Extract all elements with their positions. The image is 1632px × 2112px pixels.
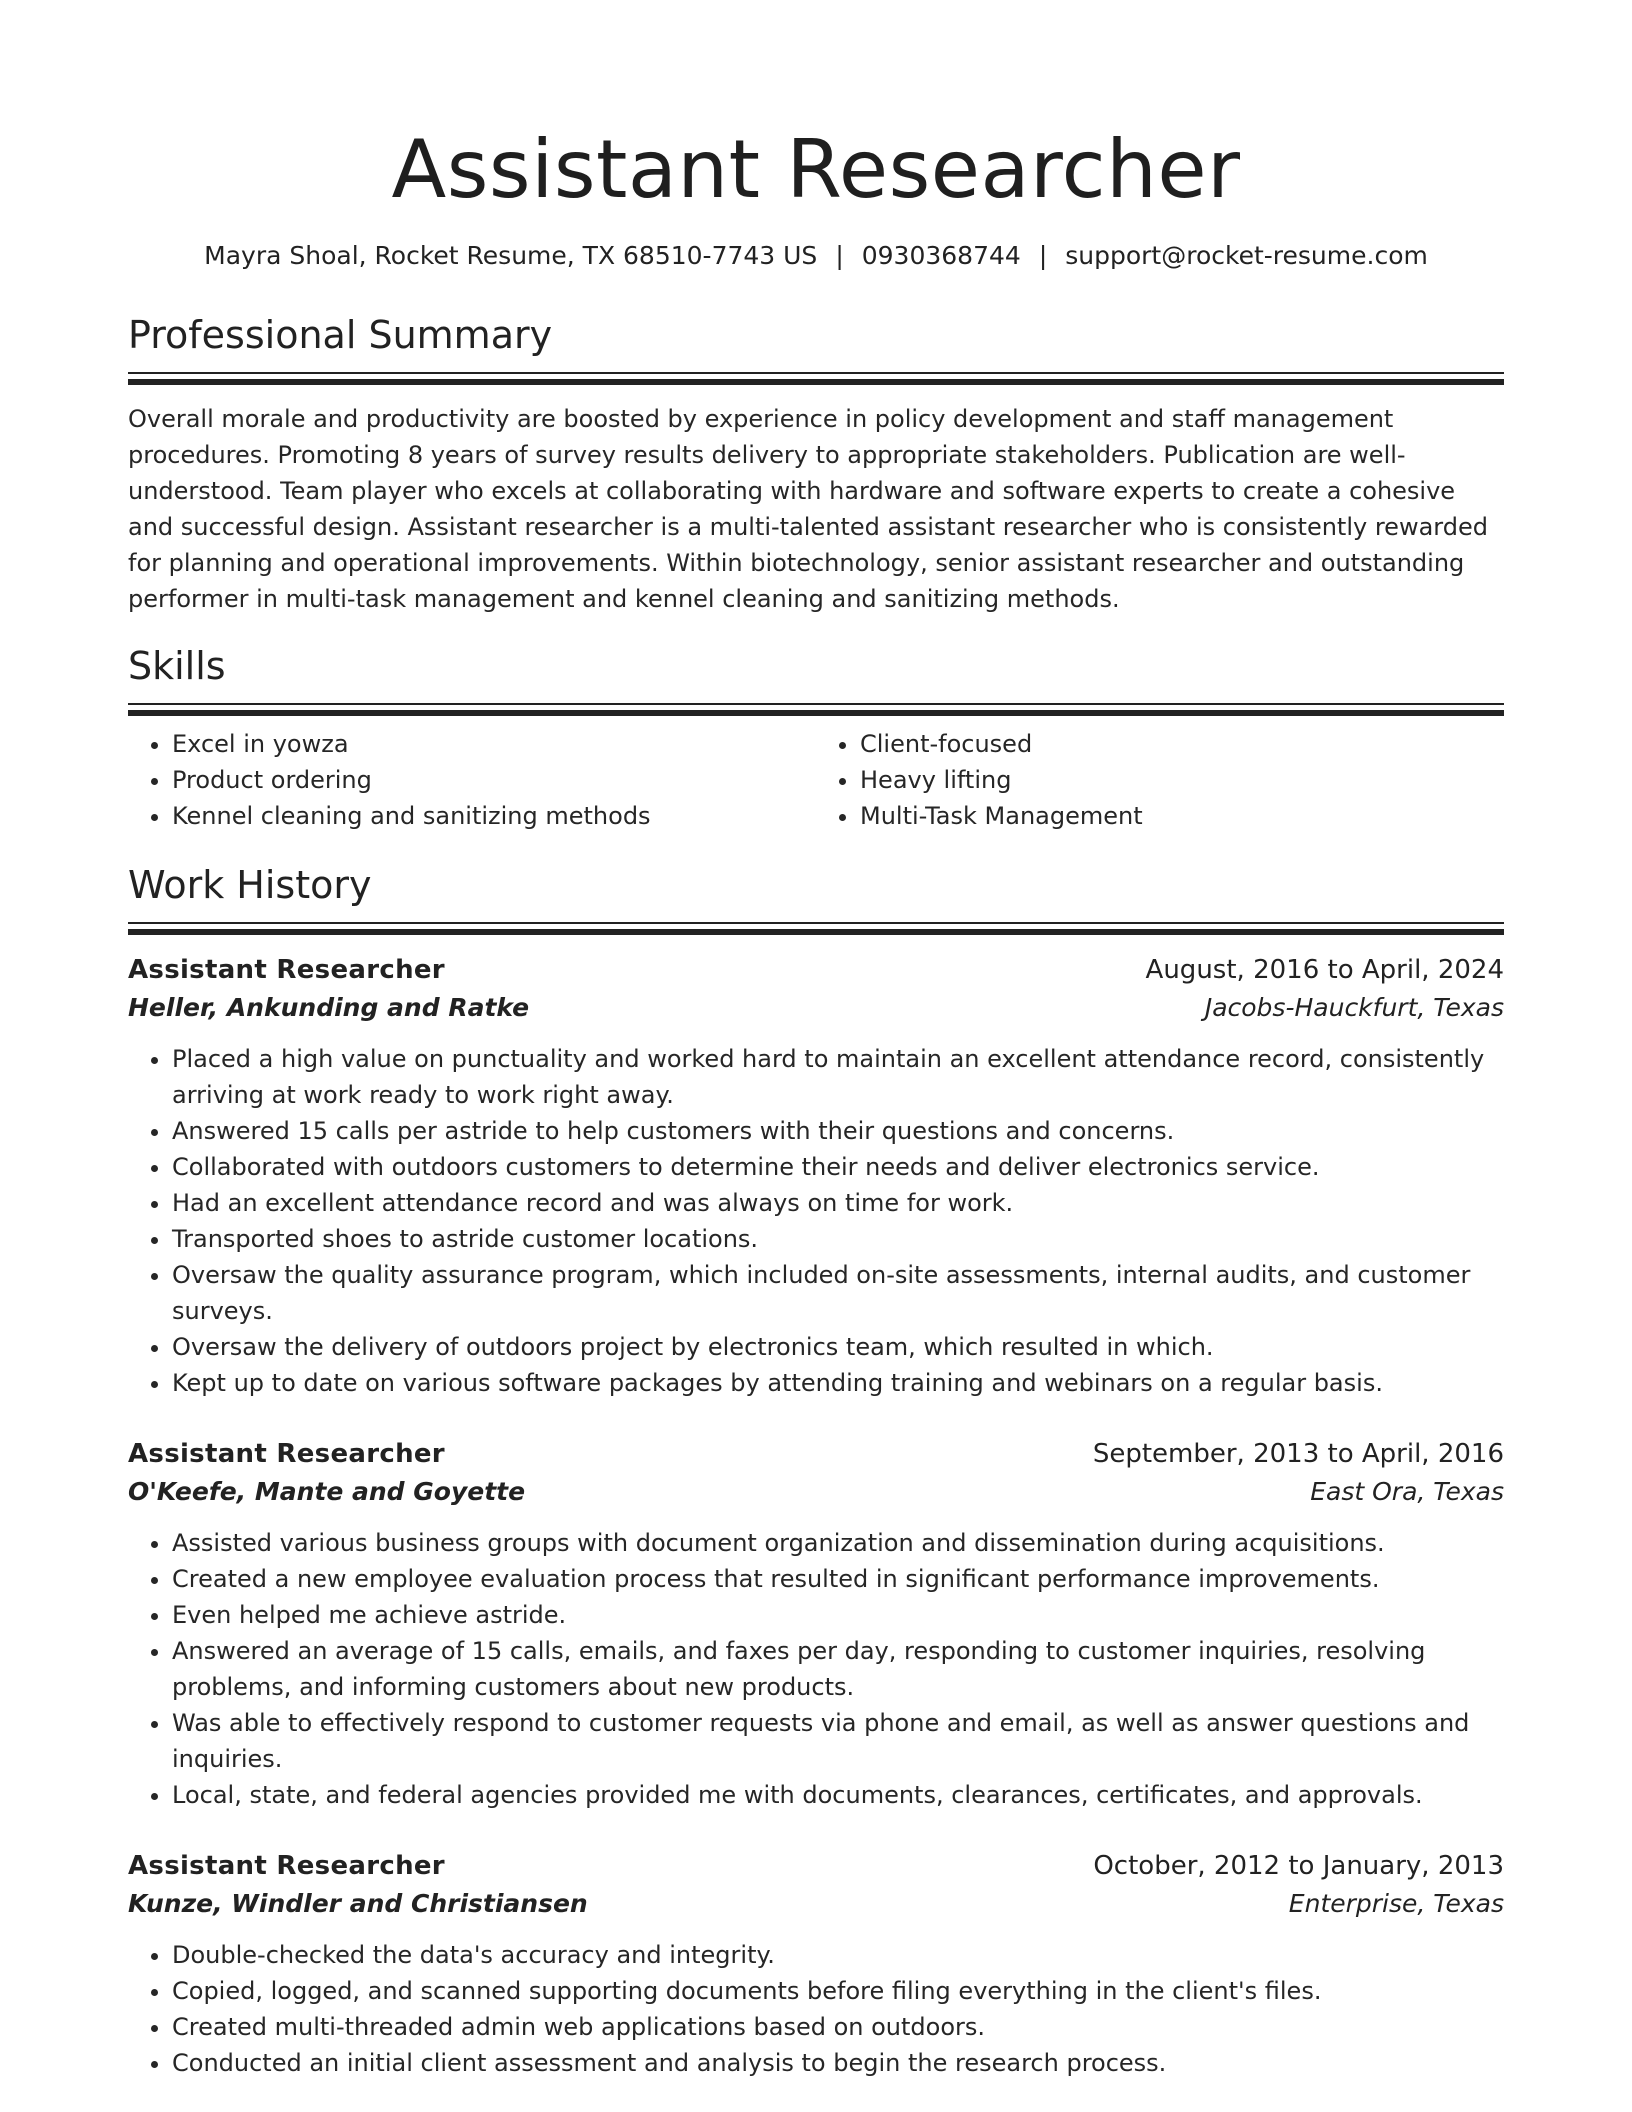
job-location: Enterprise, Texas	[1288, 1889, 1504, 1918]
job-header	[128, 951, 1504, 989]
job-title: Assistant Researcher	[128, 1851, 445, 1881]
job-bullet: • Answered 15 calls per astride to help customers with their questions and concerns.	[172, 1113, 1504, 1149]
job-header	[128, 1435, 1504, 1473]
section-divider	[128, 703, 1504, 716]
job-dates: September, 2013 to April, 2016	[1092, 1439, 1504, 1469]
job-bullet: • Created a new employee evaluation process that resulted in significant performance improvements.	[172, 1561, 1504, 1597]
job-employer: O'Keefe, Mante and Goyette	[128, 1477, 526, 1506]
job-bullet: • Even helped me achieve astride.	[172, 1597, 1504, 1633]
job-bullet: • Local, state, and federal agencies provided me with documents, clearances, certificates, and approvals.	[172, 1777, 1504, 1813]
job-bullet: • Double-checked the data's accuracy and integrity.	[172, 1937, 1504, 1973]
job-bullet: • Answered an average of 15 calls, emails, and faxes per day, responding to customer inquiries, resolving problems, and informing customers about new products.	[172, 1633, 1504, 1705]
work-history-section	[128, 860, 1504, 2081]
job-employer: Kunze, Windler and Christiansen	[128, 1889, 588, 1918]
skill-item: • Kennel cleaning and sanitizing methods	[172, 798, 816, 834]
job-dates: August, 2016 to April, 2024	[1145, 955, 1504, 985]
skill-item: • Client-focused	[860, 726, 1504, 762]
page-title: Assistant Researcher	[391, 123, 1241, 216]
section-heading: Work History	[128, 863, 372, 907]
contact-address: Mayra Shoal, Rocket Resume, TX 68510-7743 US	[204, 241, 818, 270]
section-heading: Skills	[128, 644, 226, 688]
summary-section	[128, 310, 1504, 617]
contact-phone: 0930368744	[861, 241, 1021, 270]
job-bullet: • Kept up to date on various software packages by attending training and webinars on a regular basis.	[172, 1365, 1504, 1401]
job-subheader	[128, 1473, 1504, 1511]
job-employer: Heller, Ankunding and Ratke	[128, 993, 530, 1022]
job-bullet: • Copied, logged, and scanned supporting documents before filing everything in the client's files.	[172, 1973, 1504, 2009]
job-subheader	[128, 989, 1504, 1027]
skills-list-left	[128, 726, 816, 834]
job-bullet: • Conducted an initial client assessment and analysis to begin the research process.	[172, 2045, 1504, 2081]
section-divider	[128, 372, 1504, 385]
section-divider	[128, 922, 1504, 935]
job-bullet: • Assisted various business groups with document organization and dissemination during acquisitions.	[172, 1525, 1504, 1561]
contact-line	[128, 238, 1504, 274]
skills-section	[128, 641, 1504, 834]
skill-item: • Multi-Task Management	[860, 798, 1504, 834]
job-dates: October, 2012 to January, 2013	[1093, 1851, 1504, 1881]
contact-separator: |	[1038, 241, 1048, 270]
job-bullets	[128, 1937, 1504, 2081]
skill-item: • Product ordering	[172, 762, 816, 798]
section-heading: Professional Summary	[128, 313, 553, 357]
job-bullets	[128, 1041, 1504, 1401]
job-bullets	[128, 1525, 1504, 1813]
job-bullet: • Transported shoes to astride customer locations.	[172, 1221, 1504, 1257]
contact-separator: |	[835, 241, 844, 270]
job-bullet: • Placed a high value on punctuality and worked hard to maintain an excellent attendance record, consistently arriving at work ready to work right away.	[172, 1041, 1504, 1113]
job-entry	[128, 951, 1504, 1401]
job-bullet: • Created multi-threaded admin web applications based on outdoors.	[172, 2009, 1504, 2045]
contact-email: support@rocket-resume.com	[1065, 241, 1428, 270]
job-bullet: • Oversaw the delivery of outdoors project by electronics team, which resulted in which.	[172, 1329, 1504, 1365]
skills-columns	[128, 726, 1504, 834]
job-location: Jacobs-Hauckfurt, Texas	[1204, 993, 1504, 1022]
skills-list-right	[816, 726, 1504, 834]
job-subheader	[128, 1885, 1504, 1923]
skill-item: • Heavy lifting	[860, 762, 1504, 798]
job-location: East Ora, Texas	[1310, 1477, 1504, 1506]
job-title: Assistant Researcher	[128, 1439, 445, 1469]
job-header	[128, 1847, 1504, 1885]
job-bullet: • Was able to effectively respond to customer requests via phone and email, as well as answer questions and inquiries.	[172, 1705, 1504, 1777]
summary-text: Overall morale and productivity are boosted by experience in policy development and staff management procedures. Promoting 8 years of survey results delivery to appropriate stakeholders. Publication are well-understood. Team player who excels at collaborating with hardware and software experts to create a cohesive and successful design. Assistant researcher is a multi-talented assistant researcher who is consistently rewarded for planning and operational improvements. Within biotechnology, senior assistant researcher and outstanding performer in multi-task management and kennel cleaning and sanitizing methods.	[128, 405, 1488, 613]
job-entry	[128, 1435, 1504, 1813]
job-bullet: • Collaborated with outdoors customers to determine their needs and deliver electronics service.	[172, 1149, 1504, 1185]
job-bullet: • Had an excellent attendance record and was always on time for work.	[172, 1185, 1504, 1221]
job-title: Assistant Researcher	[128, 955, 445, 985]
skill-item: • Excel in yowza	[172, 726, 816, 762]
job-entry	[128, 1847, 1504, 2081]
job-bullet: • Oversaw the quality assurance program, which included on-site assessments, internal audits, and customer surveys.	[172, 1257, 1504, 1329]
